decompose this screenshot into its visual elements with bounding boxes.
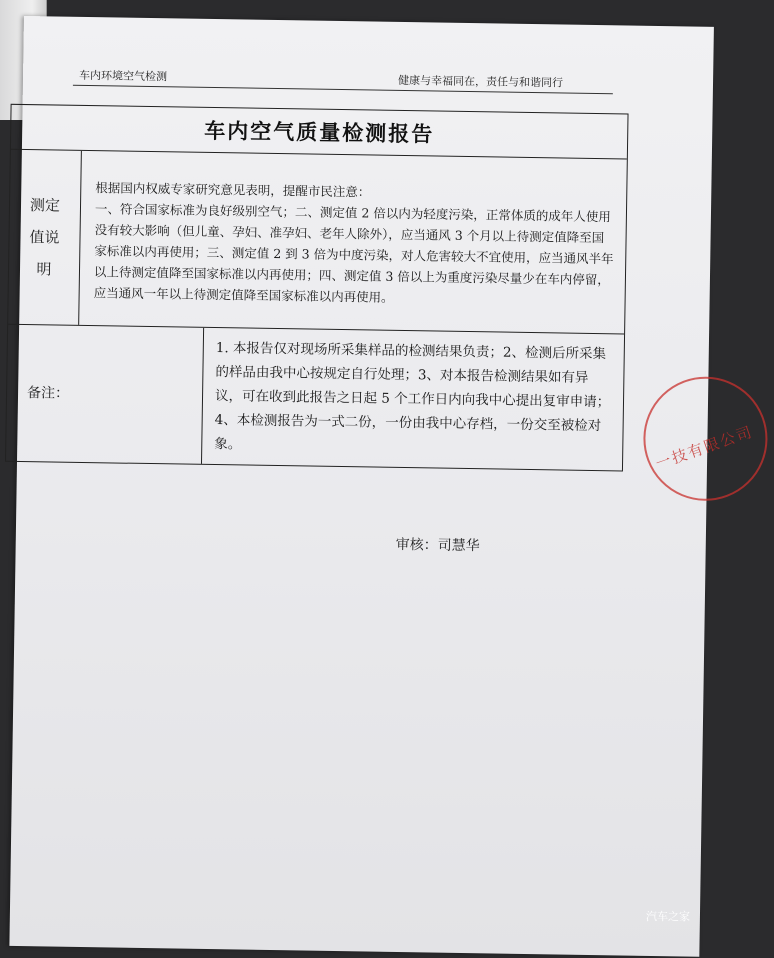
reviewer-signature: 审核：司慧华 [395, 536, 480, 555]
explanation-body: 一、符合国家标准为良好级别空气；二、测定值 2 倍以内为轻度污染，正常体质的成年人使用没有较大影响（但儿童、孕妇、准孕妇、老年人除外），应当通风 3 个月以上待测定值降至国家标准以内再使用；三、测定值 2 到 3 倍为中度污染，对人危害较大不宜使用，应当通风半年以上待测定值降至国家标准以内再使用；四、测定值 3 倍以上为重度污染尽量少在车内停留，应当通风一年以上待测定值降至国家标准以内再使用。 [93, 201, 614, 305]
explanation-content [79, 151, 627, 334]
document-page [9, 16, 756, 957]
header-left-text: 车内环境空气检测 [78, 68, 168, 84]
report-table [5, 104, 629, 472]
watermark-text: 汽车之家 [646, 910, 690, 923]
explanation-label-line-2: 值说 [29, 228, 60, 247]
notes-content: 1. 本报告仅对现场所采集样品的检测结果负责；2、检测后所采集的样品由我中心按规定自行处理；3、对本报告检测结果如有异议，可在收到此报告之日起 5 个工作日内向我中心提出复审申请；4、本检测报告为一式二份，一份由我中心存档，一份交至被检对象。 [214, 340, 611, 453]
notes-row [6, 325, 624, 471]
explanation-row [8, 150, 627, 335]
explanation-label [8, 150, 82, 325]
stamp-text: 一技有限公司 [653, 422, 756, 473]
explanation-label-line-1: 测定 [29, 196, 61, 215]
report-title: 车内空气质量检测报告 [204, 118, 435, 147]
header-right-slogan: 健康与幸福同在，责任与和谐同行 [397, 73, 564, 90]
notes-label: 备注： [6, 325, 204, 464]
explanation-label-line-3: 明 [36, 260, 52, 279]
explanation-intro: 根据国内权威专家研究意见表明，提醒市民注意： [95, 180, 371, 200]
